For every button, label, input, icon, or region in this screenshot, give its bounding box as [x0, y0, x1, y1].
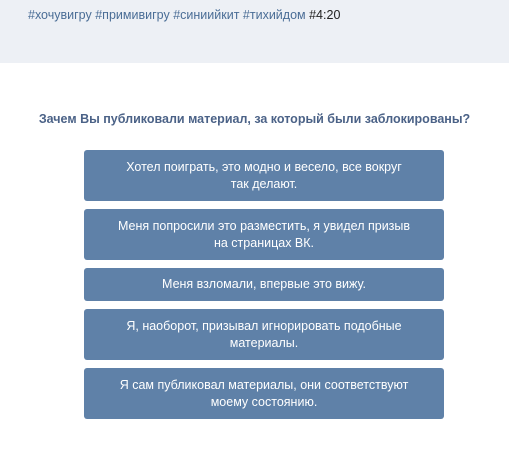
hashtag-link[interactable]: #тихийдом [242, 8, 306, 22]
answer-label-line: моему состоянию. [210, 394, 318, 409]
hashtag-line [28, 7, 340, 23]
hashtag-link[interactable]: #примивигру [95, 8, 170, 22]
answer-label-line: на страницах ВК. [213, 235, 315, 250]
answer-label-line: Меня попросили это разместить, я увидел призыв [117, 219, 411, 233]
answer-label-line: материалы. [229, 335, 299, 350]
quiz-question: Зачем Вы публиковали материал, за который были заблокированы? [38, 112, 471, 126]
answer-button-hacked[interactable] [84, 268, 444, 301]
answer-button-published-myself[interactable] [84, 368, 444, 419]
answer-label-line: Хотел поиграть, это модно и весело, все вокруг [126, 160, 402, 174]
hashtag-link[interactable]: #синиийкит [173, 8, 240, 22]
answer-button-wanted-to-play[interactable] [84, 150, 444, 201]
answer-label-line: так делают. [230, 176, 298, 191]
answer-button-was-asked[interactable] [84, 209, 444, 260]
answer-label-line: Я, наоборот, призывал игнорировать подобные [126, 319, 402, 333]
answer-label-line: Меня взломали, впервые это вижу. [162, 277, 366, 292]
answer-label-line: Я сам публиковал материалы, они соответствуют [119, 378, 409, 392]
timer-tag: #4:20 [309, 8, 341, 22]
post-header-strip [0, 0, 509, 63]
answer-button-urged-to-ignore[interactable] [84, 309, 444, 360]
answer-list [84, 150, 444, 427]
hashtag-link[interactable]: #хочувигру [28, 8, 92, 22]
